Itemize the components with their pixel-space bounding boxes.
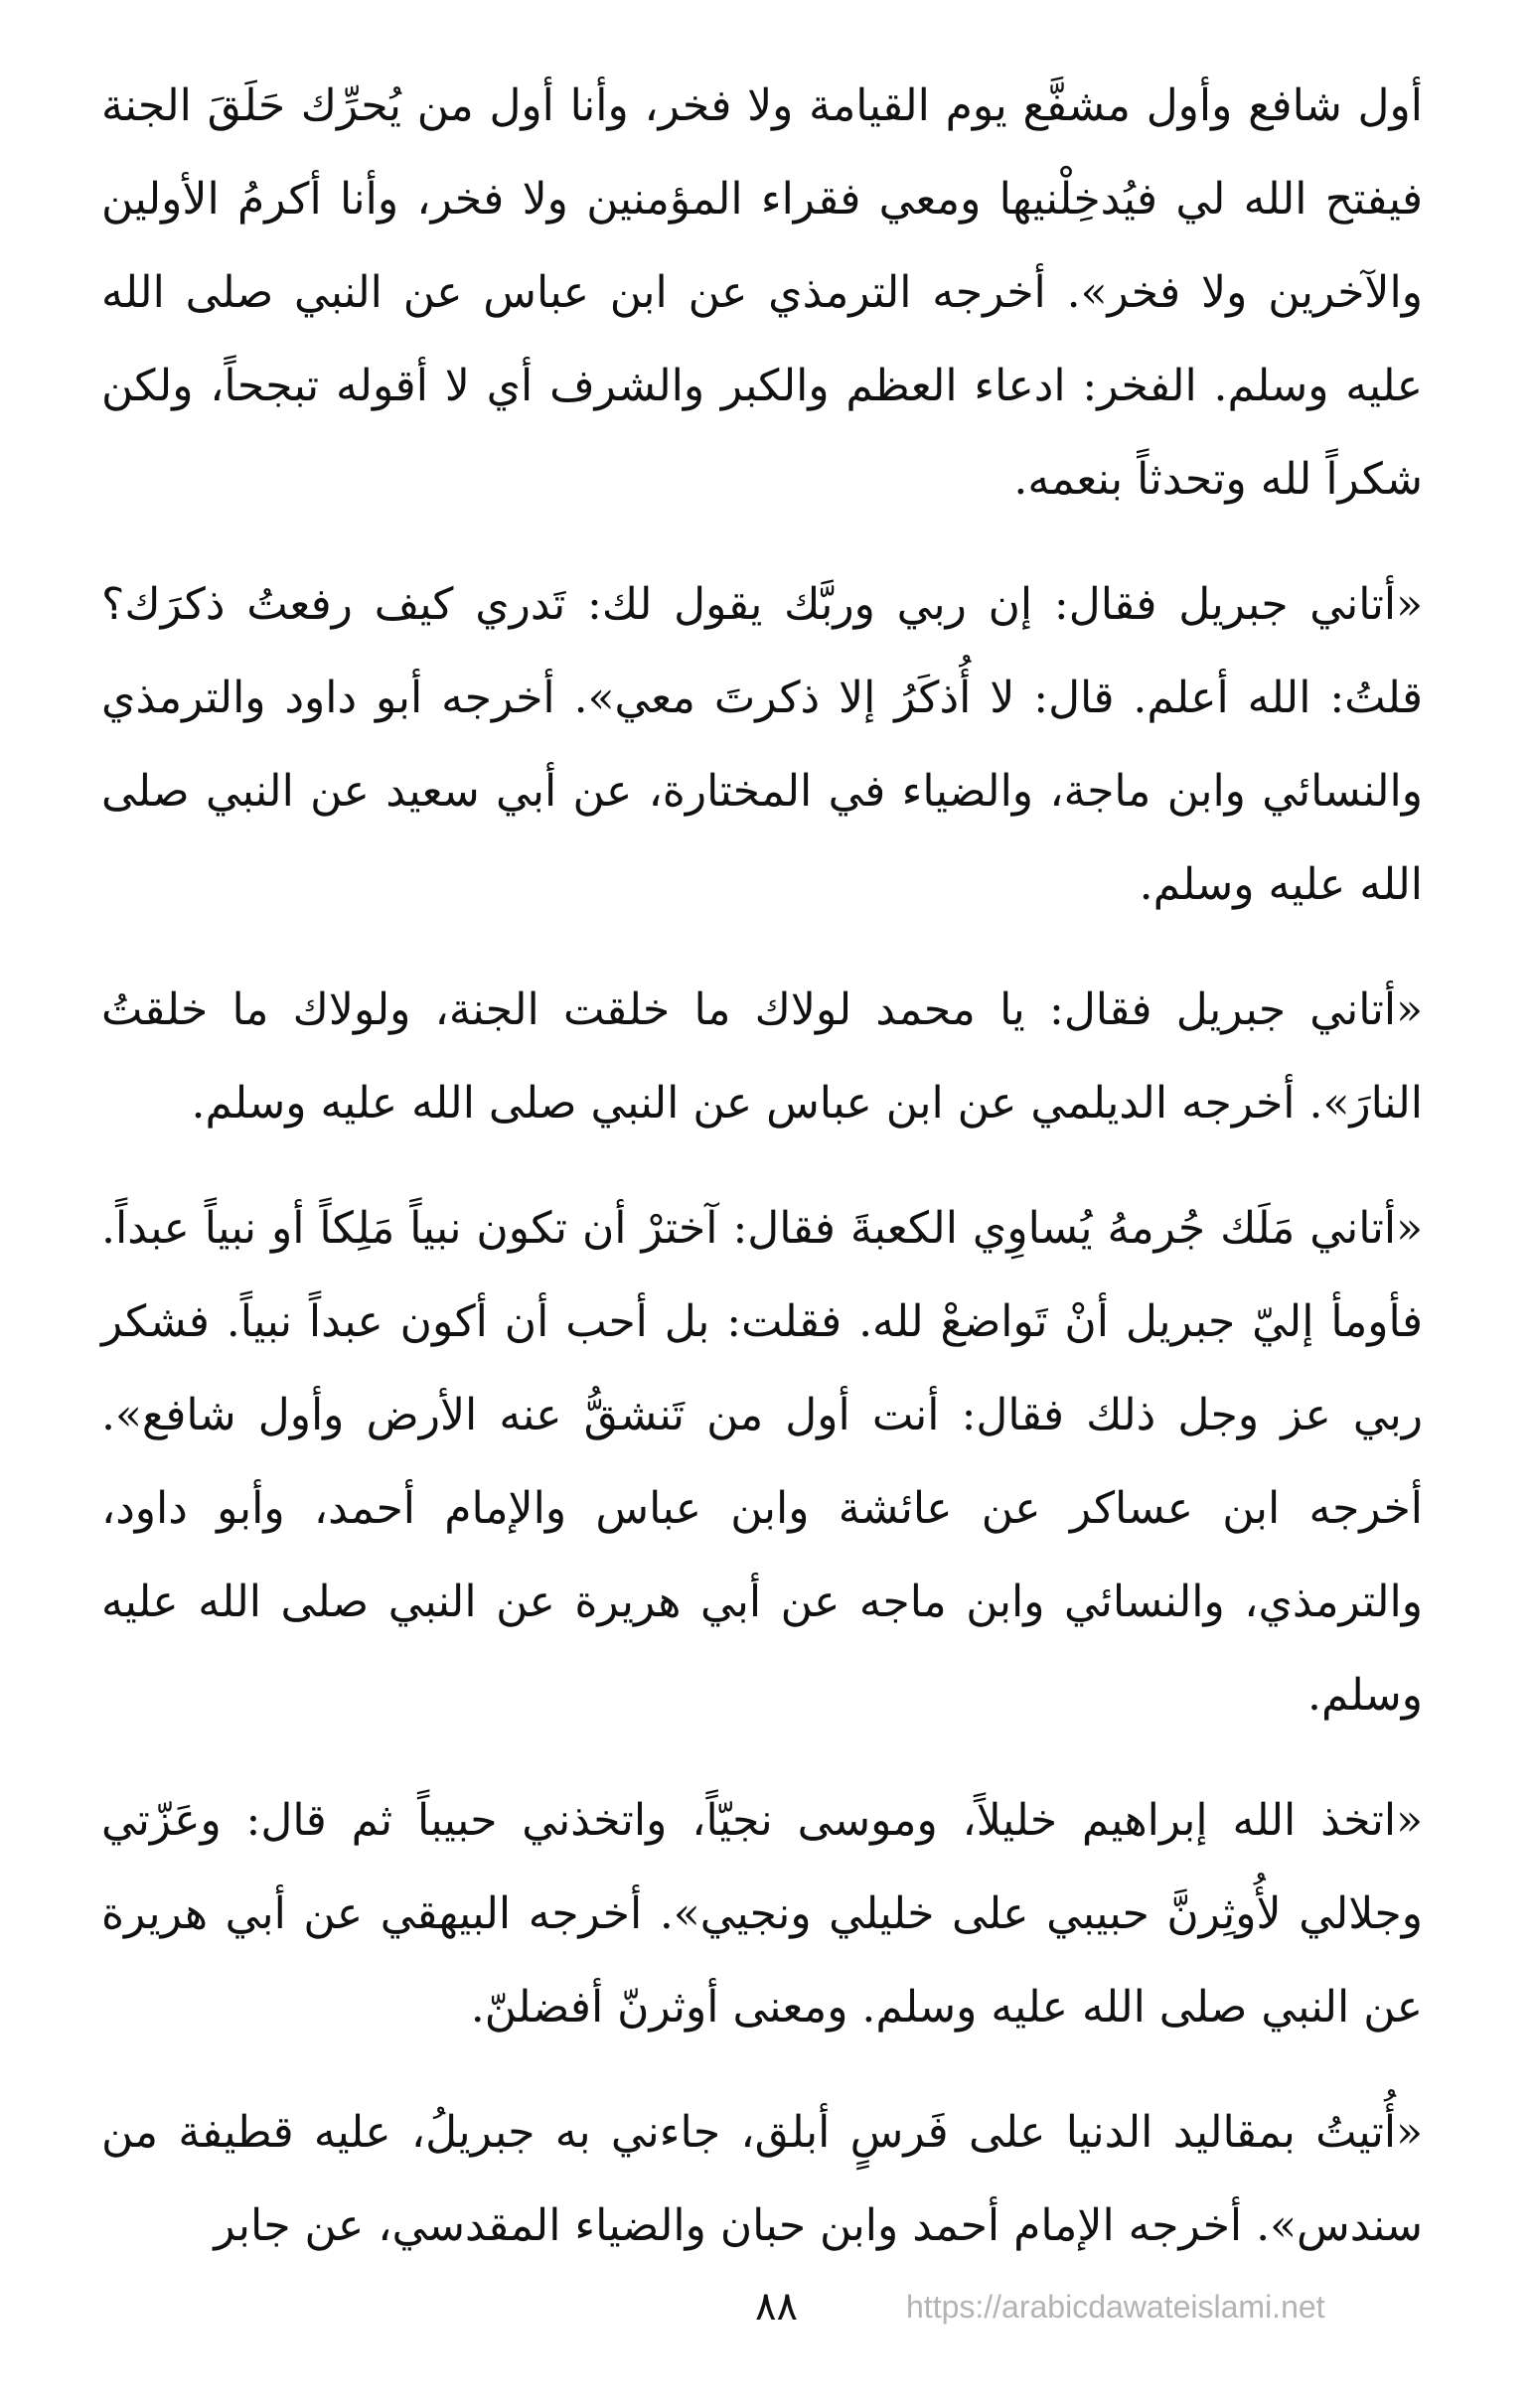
paragraph: «أتاني مَلَك جُرمهُ يُساوِي الكعبةَ فقال: آخترْ أن تكون نبياً مَلِكاً أو نبياً عبداً. فأومأ إليّ جبريل أنْ تَواضعْ لله. فقلت: بل أحب أن أكون عبداً نبياً. فشكر ربي عز وجل ذلك فقال: أنت أول من تَنشقُّ عنه الأرض وأول شافع». أخرجه ابن عساكر عن عائشة وابن عباس والإمام أحمد، وأبو داود، والترمذي، والنسائي وابن ماجه عن أبي هريرة عن النبي صلى الله عليه وسلم. bbox=[101, 1203, 1423, 1721]
paragraph: «أُتيتُ بمقاليد الدنيا على فَرسٍ أبلق، جاءني به جبريلُ، عليه قطيفة من سندس». أخرجه الإمام أحمد وابن حبان والضياء المقدسي، عن جابر bbox=[101, 2107, 1423, 2251]
paragraph: «أتاني جبريل فقال: يا محمد لولاك ما خلقت الجنة، ولولاك ما خلقتُ النارَ». أخرجه الديلمي عن ابن عباس عن النبي صلى الله عليه وسلم. bbox=[101, 984, 1423, 1129]
watermark-url: https://arabicdawateislami.net bbox=[906, 2289, 1325, 2325]
paragraph: «أتاني جبريل فقال: إن ربي وربَّك يقول لك: تَدري كيف رفعتُ ذكرَك؟ قلتُ: الله أعلم. قال: لا أُذكَرُ إلا ذكرتَ معي». أخرجه أبو داود والترمذي والنسائي وابن ماجة، والضياء في المختارة، عن أبي سعيد عن النبي صلى الله عليه وسلم. bbox=[101, 579, 1423, 910]
page-footer bbox=[0, 2267, 1534, 2346]
paragraph: أول شافع وأول مشفَّع يوم القيامة ولا فخر، وأنا أول من يُحرِّك حَلَقَ الجنة فيفتح الله لي فيُدخِلْنيها ومعي فقراء المؤمنين ولا فخر، وأنا أكرمُ الأولين والآخرين ولا فخر». أخرجه الترمذي عن ابن عباس عن النبي صلى الله عليه وسلم. الفخر: ادعاء العظم والكبر والشرف أي لا أقوله تبجحاً، ولكن شكراً لله وتحدثاً بنعمه. bbox=[101, 80, 1423, 505]
page-number: ٨٨ bbox=[755, 2284, 798, 2330]
body-text bbox=[101, 60, 1423, 2305]
paragraph: «اتخذ الله إبراهيم خليلاً، وموسى نجيّاً، واتخذني حبيباً ثم قال: وعَزّتي وجلالي لأُوثِرنَّ حبيبي على خليلي ونجيي». أخرجه البيهقي عن أبي هريرة عن النبي صلى الله عليه وسلم. ومعنى أوثرنّ أفضلنّ. bbox=[101, 1795, 1423, 2032]
